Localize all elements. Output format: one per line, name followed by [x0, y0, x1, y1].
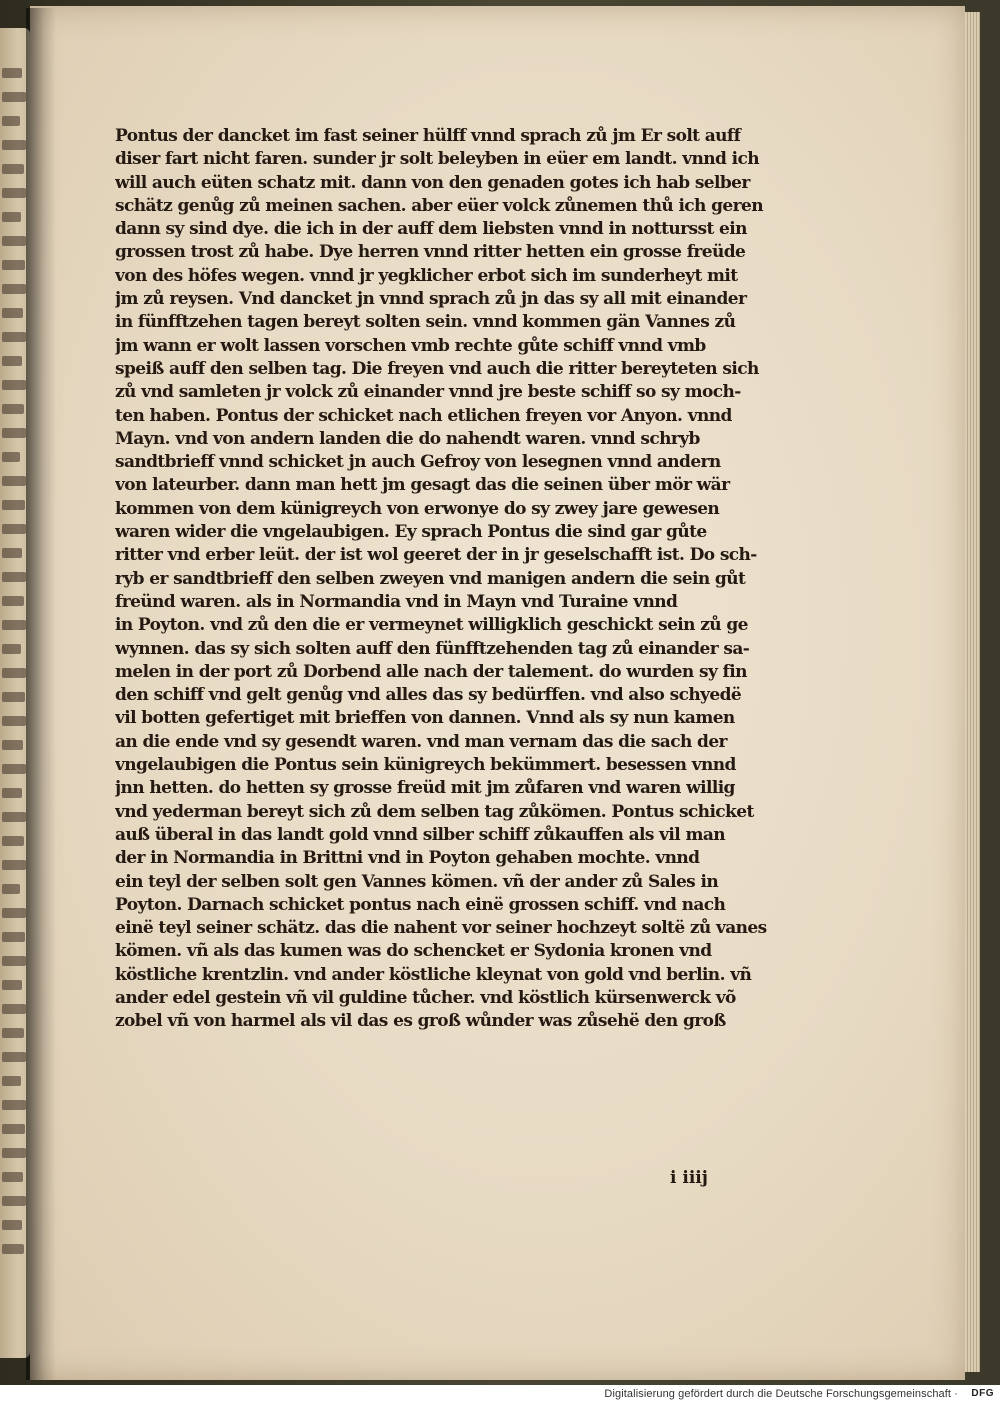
text-line: in fünfftzehen tagen bereyt solten sein. vnnd kommen gän Vannes zů	[115, 312, 736, 333]
text-line: ryb er sandtbrieff den selben zweyen vnd manigen andern die sein gůt	[115, 568, 746, 589]
text-line: vnd yederman bereyt sich zů dem selben tag zůkömen. Pontus schicket	[115, 801, 754, 822]
text-line: dann sy sind dye. die ich in der auff dem liebsten vnnd in nottursst ein	[115, 219, 747, 240]
text-line: ten haben. Pontus der schicket nach etlichen freyen vor Anyon. vnnd	[115, 405, 732, 426]
text-line: kömen. vñ als das kumen was do schencket er Sydonia kronen vnd	[115, 941, 712, 962]
text-line: Mayn. vnd von andern landen die do nahendt waren. vnnd schryb	[115, 428, 700, 449]
text-line: sandtbrieff vnnd schicket jn auch Gefroy von lesegnen vnnd andern	[115, 452, 721, 473]
text-line: der in Normandia in Brittni vnd in Poyton gehaben mochte. vnnd	[115, 848, 700, 869]
text-line: grossen trost zů habe. Dye herren vnnd ritter hetten ein grosse freüde	[115, 242, 746, 263]
text-line: von lateurber. dann man hett jm gesagt das die seinen über mör wär	[115, 475, 730, 496]
text-line: ein teyl der selben solt gen Vannes kömen. vñ der ander zů Sales in	[115, 871, 719, 892]
text-line: einë teyl seiner schätz. das die nahent vor seiner hochzeyt soltë zů vanes	[115, 918, 767, 939]
text-line: köstliche krentzlin. vnd ander köstliche kleynat von gold vnd berlin. vñ	[115, 964, 752, 985]
signature-mark: i iiij	[670, 1168, 708, 1188]
text-line: diser fart nicht faren. sunder jr solt beleyben in eüer em landt. vnnd ich	[115, 149, 760, 170]
text-line: melen in der port zů Dorbend alle nach der talement. do wurden sy fin	[115, 661, 747, 682]
text-line: jnn hetten. do hetten sy grosse freüd mit jm zůfaren vnd waren willig	[115, 778, 735, 799]
text-line: wynnen. das sy sich solten auff den fünfftzehenden tag zů einander sa-	[115, 638, 750, 659]
text-line: jm zů reysen. Vnd dancket jn vnnd sprach zů jn das sy all mit einander	[115, 289, 747, 310]
text-line: freünd waren. als in Normandia vnd in Mayn vnd Turaine vnnd	[115, 591, 678, 612]
text-line: will auch eüten schatz mit. dann von den genaden gotes ich hab selber	[115, 172, 750, 193]
text-line: in Poyton. vnd zů den die er vermeynet willigklich geschickt sein zů ge	[115, 615, 748, 636]
gutter-shadow	[26, 8, 56, 1380]
text-line: kommen von dem künigreych von erwonye do sy zwey jare gewesen	[115, 498, 720, 519]
text-line: an die ende vnd sy gesendt waren. vnd man vernam das die sach der	[115, 731, 727, 752]
text-line: schätz genůg zů meinen sachen. aber eüer volck zůnemen thů ich geren	[115, 195, 763, 216]
text-line: vil botten gefertiget mit brieffen von dannen. Vnnd als sy nun kamen	[115, 708, 735, 729]
text-line: auß überal in das landt gold vnnd silber schiff zůkauffen als vil man	[115, 824, 726, 845]
text-line: zů vnd samleten jr volck zů einander vnnd jre beste schiff so sy moch-	[115, 382, 741, 403]
text-line: ander edel gestein vñ vil guldine tůcher. vnd köstlich kürsenwerck võ	[115, 987, 736, 1008]
text-line: vngelaubigen die Pontus sein künigreych bekümmert. besessen vnnd	[115, 755, 736, 776]
footer-credit: Digitalisierung gefördert durch die Deutsche Forschungsgemeinschaft ·	[604, 1388, 958, 1400]
text-line: ritter vnd erber leüt. der ist wol geeret der in jr geselschafft ist. Do sch-	[115, 545, 757, 566]
text-line: jm wann er wolt lassen vorschen vmb rechte gůte schiff vnnd vmb	[115, 335, 706, 356]
footer-bar	[0, 1385, 1000, 1406]
text-line: Pontus der dancket im fast seiner hülff vnnd sprach zů jm Er solt auff	[115, 126, 741, 146]
text-line: zobel vñ von harmel als vil das es groß wůnder was zůsehë den groß	[115, 1011, 726, 1032]
dfg-logo: DFG	[971, 1388, 994, 1399]
text-line: Poyton. Darnach schicket pontus nach einë grossen schiff. vnd nach	[115, 894, 726, 915]
text-line: den schiff vnd gelt genůg vnd alles das sy bedürffen. vnd also schyedë	[115, 685, 742, 706]
text-line: von des höfes wegen. vnnd jr yegklicher erbot sich im sunderheyt mit	[115, 265, 738, 286]
page-text-block	[115, 125, 775, 1034]
text-line: speiß auff den selben tag. Die freyen vnd auch die ritter bereyteten sich	[115, 358, 759, 379]
text-line: waren wider die vngelaubigen. Ey sprach Pontus die sind gar gůte	[115, 522, 707, 543]
